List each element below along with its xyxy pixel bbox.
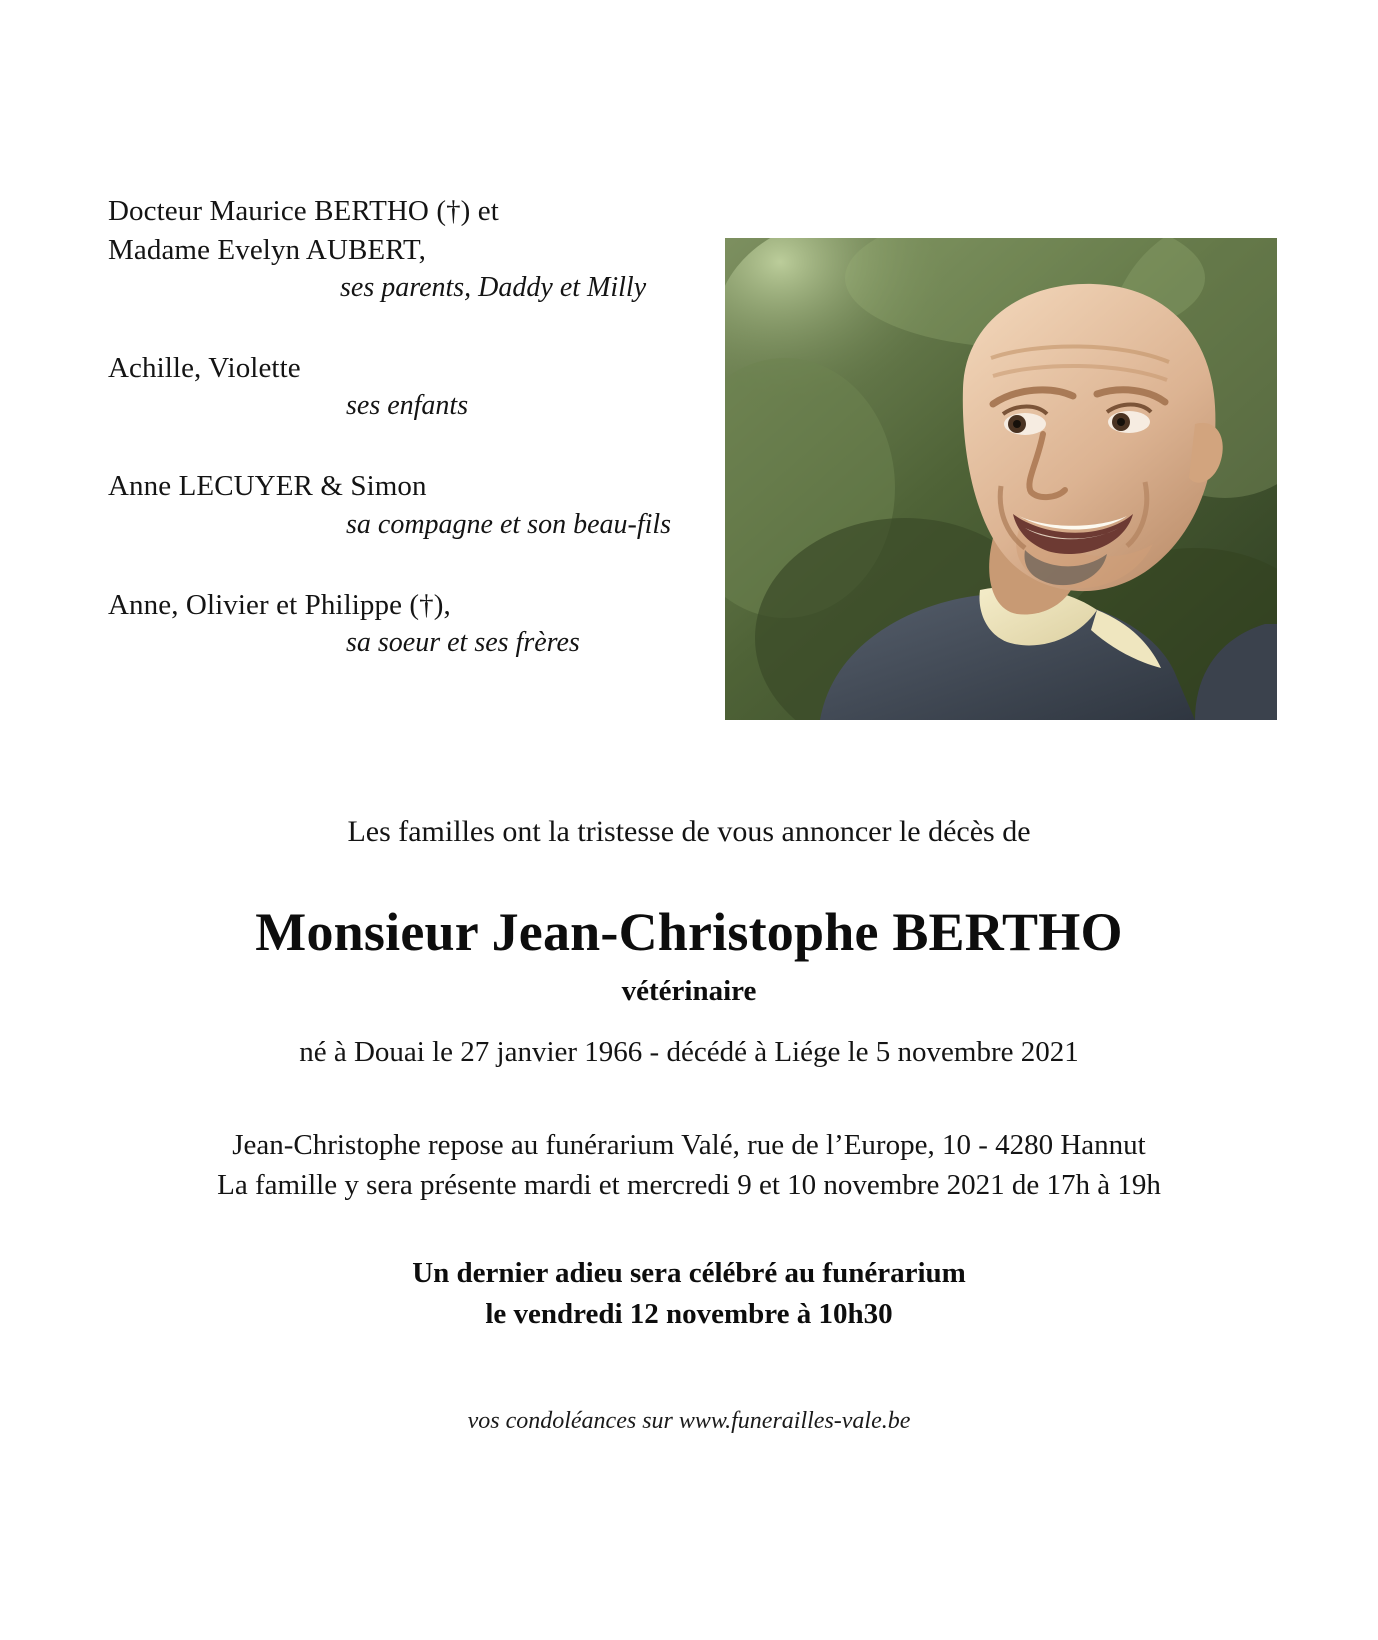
deceased-profession: vétérinaire bbox=[621, 975, 757, 1007]
family-name-line: Anne LECUYER & Simon bbox=[108, 470, 427, 503]
repose-info bbox=[0, 1125, 1378, 1205]
family-group bbox=[108, 192, 708, 307]
deceased-name: Monsieur Jean-Christophe BERTHO bbox=[255, 902, 1123, 962]
family-relation: ses enfants bbox=[346, 390, 469, 422]
portrait-photo bbox=[725, 238, 1277, 720]
announcement-lead: Les familles ont la tristesse de vous annoncer le décès de bbox=[347, 815, 1031, 848]
condolences-note: vos condoléances sur www.funerailles-vale.be bbox=[467, 1408, 911, 1434]
portrait-photo-graphic bbox=[725, 238, 1277, 720]
family-group bbox=[108, 467, 708, 543]
family-name-line: Achille, Violette bbox=[108, 351, 301, 384]
family-name-line: Anne, Olivier et Philippe (†), bbox=[108, 588, 451, 621]
family-group bbox=[108, 586, 708, 662]
family-name-line: Docteur Maurice BERTHO (†) et bbox=[108, 195, 499, 227]
family-name-line: Madame Evelyn AUBERT, bbox=[108, 233, 426, 266]
announcement-block bbox=[0, 812, 1378, 1334]
family-relation: sa soeur et ses frères bbox=[346, 627, 580, 659]
birth-death-dates: né à Douai le 27 janvier 1966 - décédé à Liége le 5 novembre 2021 bbox=[299, 1036, 1079, 1068]
repose-line-1: Jean-Christophe repose au funérarium Valé, rue de l’Europe, 10 - 4280 Hannut bbox=[232, 1129, 1146, 1161]
family-relation: sa compagne et son beau-fils bbox=[346, 508, 672, 540]
ceremony-info bbox=[0, 1253, 1378, 1334]
family-relation: ses parents, Daddy et Milly bbox=[340, 272, 647, 304]
ceremony-line-1: Un dernier adieu sera célébré au funérarium bbox=[412, 1257, 966, 1290]
family-list bbox=[108, 192, 708, 662]
repose-line-2: La famille y sera présente mardi et mercredi 9 et 10 novembre 2021 de 17h à 19h bbox=[217, 1169, 1161, 1202]
ceremony-line-2: le vendredi 12 novembre à 10h30 bbox=[485, 1297, 893, 1330]
family-group bbox=[108, 349, 708, 425]
